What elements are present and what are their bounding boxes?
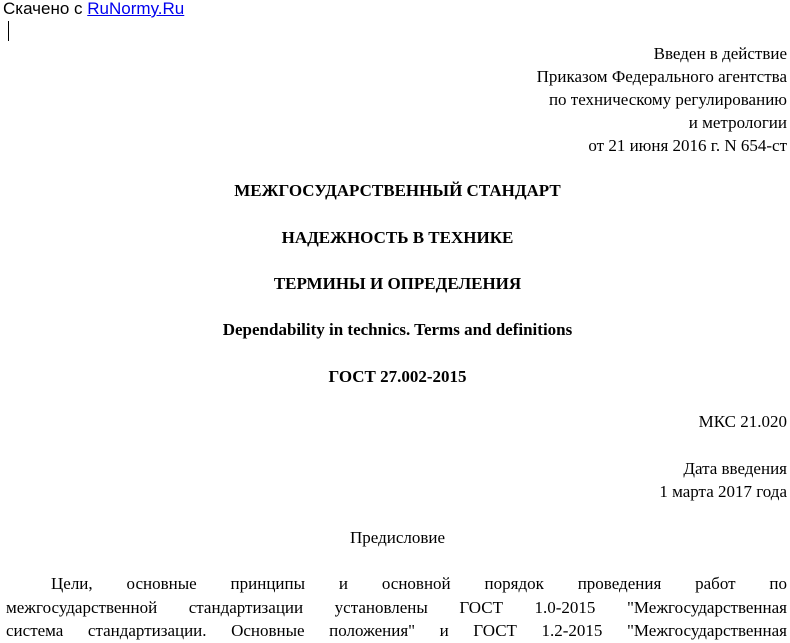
intro-date-value: 1 марта 2017 года [659, 482, 787, 501]
preface-line: Цели, основные принципы и основной порядок проведения работ по [51, 574, 787, 593]
preface-title: Предисловие [349, 528, 446, 547]
mks-code: МКС 21.020 [698, 412, 787, 431]
standard-type-heading: МЕЖГОСУДАРСТВЕННЫЙ СТАНДАРТ [234, 181, 561, 200]
source-prefix: Скачено с [3, 0, 88, 18]
source-line [3, 0, 184, 19]
title-ru-heading: НАДЕЖНОСТЬ В ТЕХНИКЕ [281, 228, 514, 247]
subtitle-ru-heading: ТЕРМИНЫ И ОПРЕДЕЛЕНИЯ [273, 274, 522, 293]
enactment-line: Приказом Федерального агентства [536, 67, 787, 86]
intro-date-label: Дата введения [683, 459, 787, 478]
enactment-line: по техническому регулированию [548, 90, 787, 109]
standard-code-heading: ГОСТ 27.002-2015 [328, 367, 467, 386]
enactment-line: Введен в действие [653, 44, 787, 63]
enactment-block [287, 42, 787, 157]
preface-paragraph [6, 572, 787, 643]
preface-line: система стандартизации. Основные положения" и ГОСТ 1.2-2015 "Межгосударственная [6, 621, 787, 640]
enactment-line: и метрологии [688, 113, 787, 132]
title-en-heading: Dependability in technics. Terms and definitions [222, 320, 573, 339]
enactment-line: от 21 июня 2016 г. N 654-ст [588, 136, 787, 155]
source-link[interactable]: RuNormy.Ru [87, 0, 185, 18]
text-cursor [8, 21, 9, 41]
preface-line: межгосударственной стандартизации установлены ГОСТ 1.0-2015 "Межгосударственная [6, 597, 787, 617]
